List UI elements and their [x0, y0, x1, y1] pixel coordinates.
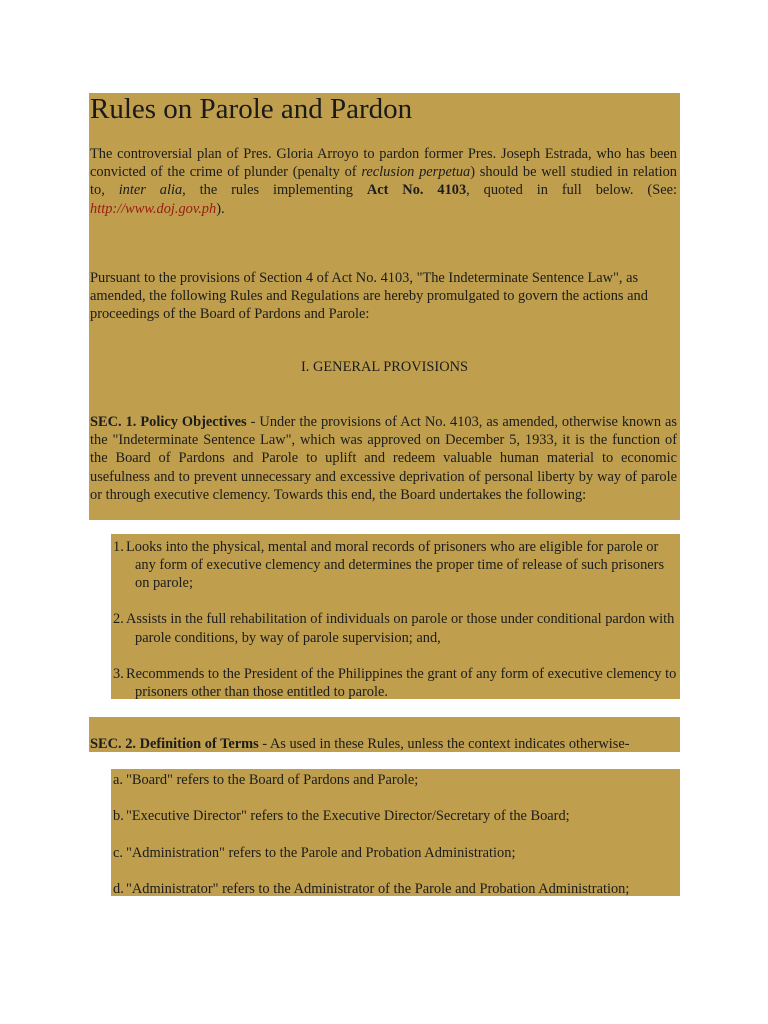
intro-italic-inter-alia: inter alia: [118, 182, 183, 199]
section-heading: I. GENERAL PROVISIONS: [301, 359, 468, 375]
list-item: [113, 771, 678, 789]
list-marker: d.: [113, 881, 124, 898]
list-item-text: "Executive Director" refers to the Executive Director/Secretary of the Board;: [126, 808, 570, 825]
sec1-text: - Under the provisions of Act No. 4103, as amended, otherwise known as the "Indeterminate Sentence Law", which was approved on December 5, 1933, it is the function of the Board of Pardons and Parole to uplift and redeem valuable human material to economic usefulness and to prevent unnecessary and excessive deprivation of personal liberty by way of parole or through executive clemency. Towards this end, the Board undertakes the following:: [90, 414, 677, 503]
intro-text-5: ).: [216, 200, 225, 217]
intro-paragraph: [90, 145, 677, 218]
list-marker: 3.: [113, 665, 124, 682]
sec2-list: [113, 771, 678, 917]
pursuant-paragraph: Pursuant to the provisions of Section 4 of Act No. 4103, "The Indeterminate Sentence Law", as amended, the following Rules and Regulations are hereby promulgated to govern the actions and proceedings of the Board of Pardons and Parole:: [90, 270, 648, 323]
list-item: [113, 665, 678, 701]
intro-text-2: ) should be well studied in relation to,: [90, 164, 677, 199]
list-marker: 1.: [113, 539, 124, 555]
sec2-text: - As used in these Rules, unless the context indicates otherwise-: [258, 736, 630, 752]
intro-text-1: The controversial plan of Pres. Gloria Arroyo to pardon former Pres. Joseph Estrada, who has been convicted of the crime of plunder (penalty of: [90, 146, 677, 181]
list-marker: 2.: [113, 611, 124, 628]
doj-link[interactable]: http://www.doj.gov.ph: [90, 200, 217, 217]
intro-italic-reclusion: reclusion perpetua: [361, 164, 471, 181]
list-item-text: Assists in the full rehabilitation of individuals on parole or those under conditional pardon with parole conditions, by way of parole supervision; and,: [126, 611, 675, 646]
list-marker: c.: [113, 844, 123, 861]
sec2-label: SEC. 2. Definition of Terms: [90, 736, 259, 752]
list-marker: b.: [113, 808, 124, 825]
list-item-text: "Administration" refers to the Parole and Probation Administration;: [126, 844, 516, 861]
list-item-text: Looks into the physical, mental and moral records of prisoners who are eligible for parole or any form of executive clemency and determines the proper time of release of such prisoners on parole;: [126, 539, 665, 592]
list-item: [113, 538, 678, 593]
page-title: Rules on Parole and Pardon: [90, 93, 413, 125]
sec2-paragraph: [90, 735, 680, 753]
list-item: [113, 807, 678, 825]
sec1-label: SEC. 1. Policy Objectives: [90, 414, 247, 430]
sec1-paragraph: [90, 413, 677, 504]
list-item: [113, 844, 678, 862]
list-item-text: "Board" refers to the Board of Pardons and Parole;: [126, 772, 419, 788]
intro-text-4: , quoted in full below. (See:: [466, 182, 677, 199]
intro-act-name: Act No. 4103: [366, 182, 467, 199]
intro-text-3: , the rules implementing: [182, 182, 367, 199]
list-item-text: Recommends to the President of the Philippines the grant of any form of executive clemency to prisoners other than those entitled to parole.: [126, 665, 677, 700]
list-item: [113, 610, 678, 646]
list-marker: a.: [113, 772, 123, 788]
list-item: [113, 880, 678, 898]
list-item-text: "Administrator" refers to the Administrator of the Parole and Probation Administration;: [126, 881, 630, 898]
sec1-list: [113, 538, 678, 719]
